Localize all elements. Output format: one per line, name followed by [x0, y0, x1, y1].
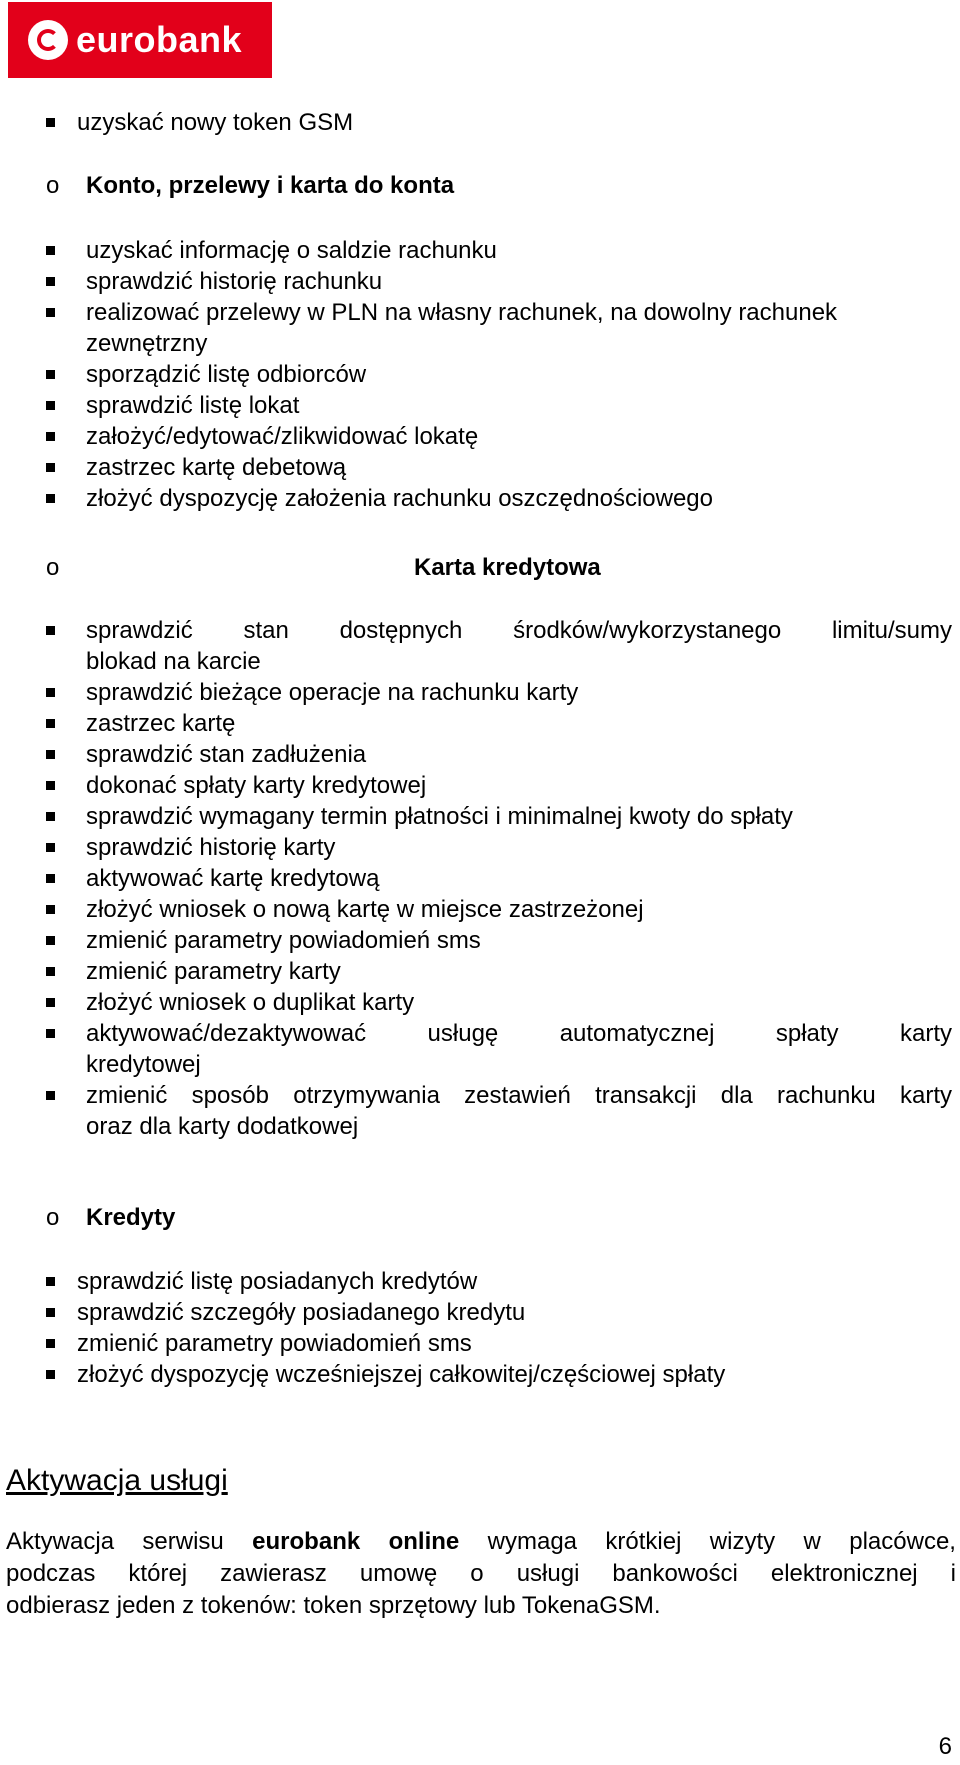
square-bullet-icon — [46, 1029, 55, 1038]
square-bullet-icon — [46, 812, 55, 821]
square-bullet-icon — [46, 1339, 55, 1348]
list-item: uzyskać informację o saldzie rachunku — [86, 237, 497, 264]
list-item: sprawdzić listę posiadanych kredytów — [77, 1268, 478, 1295]
list-item: zmienić sposób otrzymywania zestawień transakcji dla rachunku karty — [86, 1082, 952, 1109]
square-bullet-icon — [46, 1091, 55, 1100]
list-item: dokonać spłaty karty kredytowej — [86, 772, 427, 799]
square-bullet-icon — [46, 905, 55, 914]
square-bullet-icon — [46, 781, 55, 790]
list-item: sprawdzić stan dostępnych środków/wykorzystanego limitu/sumy — [86, 617, 952, 644]
list-item: sprawdzić bieżące operacje na rachunku karty — [86, 679, 579, 706]
list-item: sprawdzić listę lokat — [86, 392, 300, 419]
list-item-continuation: oraz dla karty dodatkowej — [86, 1113, 359, 1140]
square-bullet-icon — [46, 370, 55, 379]
list-item: złożyć wniosek o duplikat karty — [86, 989, 415, 1016]
list-item: aktywować/dezaktywować usługę automatycznej spłaty karty — [86, 1020, 952, 1047]
list-item-continuation: kredytowej — [86, 1051, 201, 1078]
square-bullet-icon — [46, 936, 55, 945]
square-bullet-icon — [46, 843, 55, 852]
eurobank-logo-icon — [28, 20, 68, 60]
list-item: sprawdzić wymagany termin płatności i minimalnej kwoty do spłaty — [86, 803, 793, 830]
activation-paragraph-line-3: odbierasz jeden z tokenów: token sprzętowy lub TokenaGSM. — [6, 1592, 661, 1619]
list-item-continuation: zewnętrzny — [86, 330, 208, 357]
square-bullet-icon — [46, 719, 55, 728]
list-item-continuation: blokad na karcie — [86, 648, 261, 675]
list-item: zastrzec kartę debetową — [86, 454, 347, 481]
square-bullet-icon — [46, 750, 55, 759]
square-bullet-icon — [46, 967, 55, 976]
paragraph-text: wymaga krótkiej wizyty w placówce, — [459, 1528, 956, 1555]
circle-bullet-icon: o — [46, 1204, 60, 1231]
list-item: sprawdzić historię rachunku — [86, 268, 383, 295]
circle-bullet-icon: o — [46, 172, 60, 199]
square-bullet-icon — [46, 1277, 55, 1286]
square-bullet-icon — [46, 463, 55, 472]
square-bullet-icon — [46, 1370, 55, 1379]
square-bullet-icon — [46, 246, 55, 255]
list-item: zastrzec kartę — [86, 710, 236, 737]
square-bullet-icon — [46, 688, 55, 697]
page-number: 6 — [938, 1733, 952, 1760]
list-item: zmienić parametry powiadomień sms — [86, 927, 481, 954]
list-item: złożyć dyspozycję wcześniejszej całkowitej/częściowej spłaty — [77, 1361, 726, 1388]
square-bullet-icon — [46, 432, 55, 441]
square-bullet-icon — [46, 874, 55, 883]
list-item: zmienić parametry karty — [86, 958, 341, 985]
logo-text: eurobank — [76, 19, 243, 60]
list-item: założyć/edytować/zlikwidować lokatę — [86, 423, 479, 450]
section-title-konto: Konto, przelewy i karta do konta — [86, 172, 455, 199]
circle-bullet-icon: o — [46, 554, 60, 581]
service-name: eurobank online — [252, 1528, 460, 1555]
section-title-kredyty: Kredyty — [86, 1204, 176, 1231]
square-bullet-icon — [46, 626, 55, 635]
paragraph-text: Aktywacja serwisu — [6, 1528, 253, 1555]
list-item: złożyć dyspozycję założenia rachunku oszczędnościowego — [86, 485, 713, 512]
section-title-karta: Karta kredytowa — [414, 554, 601, 581]
list-item: aktywować kartę kredytową — [86, 865, 380, 892]
activation-paragraph-line-1 — [6, 1526, 956, 1558]
square-bullet-icon — [46, 1308, 55, 1317]
list-item: sprawdzić szczegóły posiadanego kredytu — [77, 1299, 526, 1326]
square-bullet-icon — [46, 277, 55, 286]
list-item: uzyskać nowy token GSM — [77, 109, 354, 136]
square-bullet-icon — [46, 494, 55, 503]
list-item: złożyć wniosek o nową kartę w miejsce zastrzeżonej — [86, 896, 644, 923]
list-item: zmienić parametry powiadomień sms — [77, 1330, 472, 1357]
list-item: sprawdzić historię karty — [86, 834, 336, 861]
square-bullet-icon — [46, 998, 55, 1007]
activation-heading: Aktywacja usługi — [6, 1464, 228, 1497]
square-bullet-icon — [46, 118, 55, 127]
eurobank-logo — [8, 2, 272, 78]
activation-paragraph-line-2: podczas której zawierasz umowę o usługi bankowości elektronicznej i — [6, 1560, 956, 1587]
list-item: sprawdzić stan zadłużenia — [86, 741, 367, 768]
list-item: realizować przelewy w PLN na własny rachunek, na dowolny rachunek — [86, 299, 838, 326]
list-item: sporządzić listę odbiorców — [86, 361, 367, 388]
square-bullet-icon — [46, 401, 55, 410]
square-bullet-icon — [46, 308, 55, 317]
